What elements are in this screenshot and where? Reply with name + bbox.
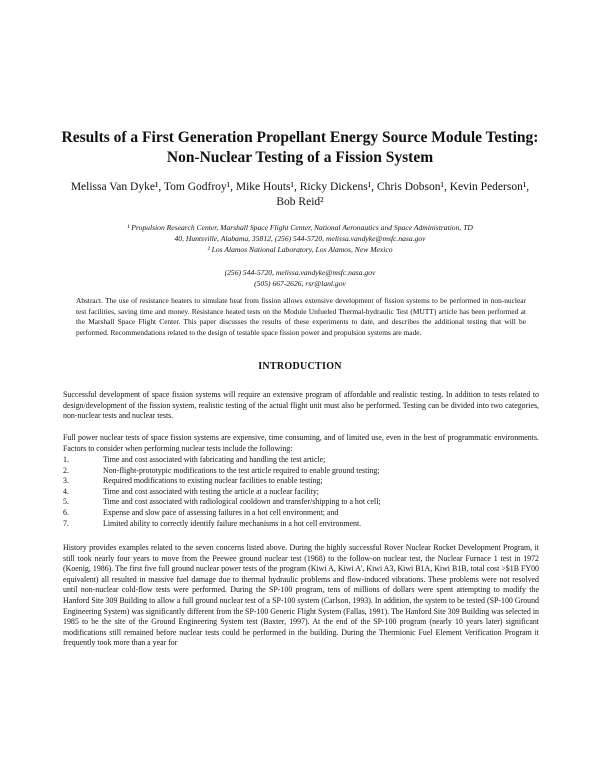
list-item-number: 3.: [63, 476, 69, 486]
list-item-text: Time and cost associated with radiological cooldown and transfer/shipping to a hot cell;: [103, 497, 381, 507]
author-list: Melissa Van Dyke¹, Tom Godfroy¹, Mike Houts¹, Ricky Dickens¹, Chris Dobson¹, Kevin Pederson¹, Bob Reid²: [70, 181, 530, 208]
list-item: [63, 487, 539, 498]
intro-paragraph-2: Full power nuclear tests of space fission systems are expensive, time consuming, and of limited use, even in the best of programmatic environments. Factors to consider when performing nuclear tests include the following:: [63, 433, 539, 453]
contact-line: (505) 667-2626, rsr@lanl.gov: [254, 279, 346, 288]
list-item-number: 2.: [63, 465, 69, 475]
list-item-number: 1.: [63, 455, 69, 464]
contact-line: (256) 544-5720, melissa.vandyke@msfc.nasa.gov: [224, 268, 376, 277]
list-item: [63, 455, 539, 466]
affiliation-line: ² Los Alamos National Laboratory, Los Alamos, New Mexico: [207, 245, 393, 254]
nuclear-test-factors-list: [63, 455, 539, 529]
abstract: Abstract. The use of resistance heaters to simulate heat from fission allows extensive development of fission systems to be performed in non-nuclear test facilities, saving time and money. Resistance heated tests on the Module Unfueled Thermal-hydraulic Test (MUTT) article has been performed at the Marshall Space Flight Center. This paper discusses the results of these experiments to date, and describes the additional testing that will be performed. Recommendations related to the design of testable space fission power and propulsion systems are made.: [76, 296, 526, 337]
list-item-text: Non-flight-prototypic modifications to the test article required to enable ground testing;: [103, 465, 380, 475]
list-item: [63, 466, 539, 477]
list-item-number: 5.: [63, 497, 69, 507]
list-item: [63, 497, 539, 508]
list-item-text: Time and cost associated with testing the article at a nuclear facility;: [103, 486, 319, 496]
affiliation-line: 40, Huntsville, Alabama, 35812, (256) 544-5720, melissa.vandyke@msfc.nasa.gov: [174, 234, 426, 243]
list-item-number: 7.: [63, 518, 69, 528]
list-item: [63, 508, 539, 519]
list-item-text: Expense and slow pace of assessing failures in a hot cell environment; and: [103, 507, 339, 517]
list-item-text: Required modifications to existing nuclear facilities to enable testing;: [103, 476, 323, 486]
affiliations: [82, 222, 518, 255]
affiliation-line: ¹ Propulsion Research Center, Marshall Space Flight Center, National Aeronautics and Space Administration, TD: [127, 223, 473, 232]
paper-title: Results of a First Generation Propellant Energy Source Module Testing: Non-Nuclear Testing of a Fission System: [61, 129, 539, 166]
intro-paragraph-3: History provides examples related to the seven concerns listed above. During the highly successful Rover Nuclear Rocket Development Program, it still took nearly four years to move from the Peewee ground nuclear test (1968) to the follow-on nuclear test, the Nuclear Furnace 1 test in 1972 (Koenig, 1986). The first five full ground nuclear power tests of the program (Kiwi A, Kiwi A', Kiwi A3, Kiwi B1A, Kiwi B1B, total cost >$1B FY00 equivalent) all resulted in massive fuel damage due to thermal hydraulic problems and flow-induced vibrations. These problems were not resolved until non-nuclear cold-flow tests were performed. During the SP-100 program, tens of millions of dollars were spent attempting to modify the Hanford Site 309 Building to allow a full ground nuclear test of a SP-100 system (Carlson, 1993). In addition, the system to be tested (SP-100 Ground Engineering System) was significantly different from the SP-100 Generic Flight System (Fallas, 1991). The Hanford Site 309 Building was selected in 1985 to be the site of the Ground Engineering System test (Baxter, 1997). At the end of the SP-100 program (nearly 10 years later) significant modifications still remained before nuclear tests could be performed in the building. During the Thermionic Fuel Element Verification Program it frequently took more than a year for: [63, 543, 539, 648]
list-item-number: 4.: [63, 486, 69, 496]
intro-paragraph-1: Successful development of space fission systems will require an extensive program of affordable and realistic testing. In addition to tests related to design/development of the fission system, realistic testing of the actual flight unit must also be performed. Testing can be divided into two categories, non-nuclear tests and nuclear tests.: [63, 390, 539, 421]
list-item-number: 6.: [63, 507, 69, 517]
list-item: [63, 519, 539, 530]
list-item-text: Limited ability to correctly identify failure mechanisms in a hot cell environment.: [103, 518, 362, 528]
section-heading-introduction: INTRODUCTION: [258, 361, 342, 372]
list-item: [63, 476, 539, 487]
contact-info: [150, 267, 450, 289]
list-item-text: Time and cost associated with fabricating and handling the test article;: [103, 455, 326, 464]
